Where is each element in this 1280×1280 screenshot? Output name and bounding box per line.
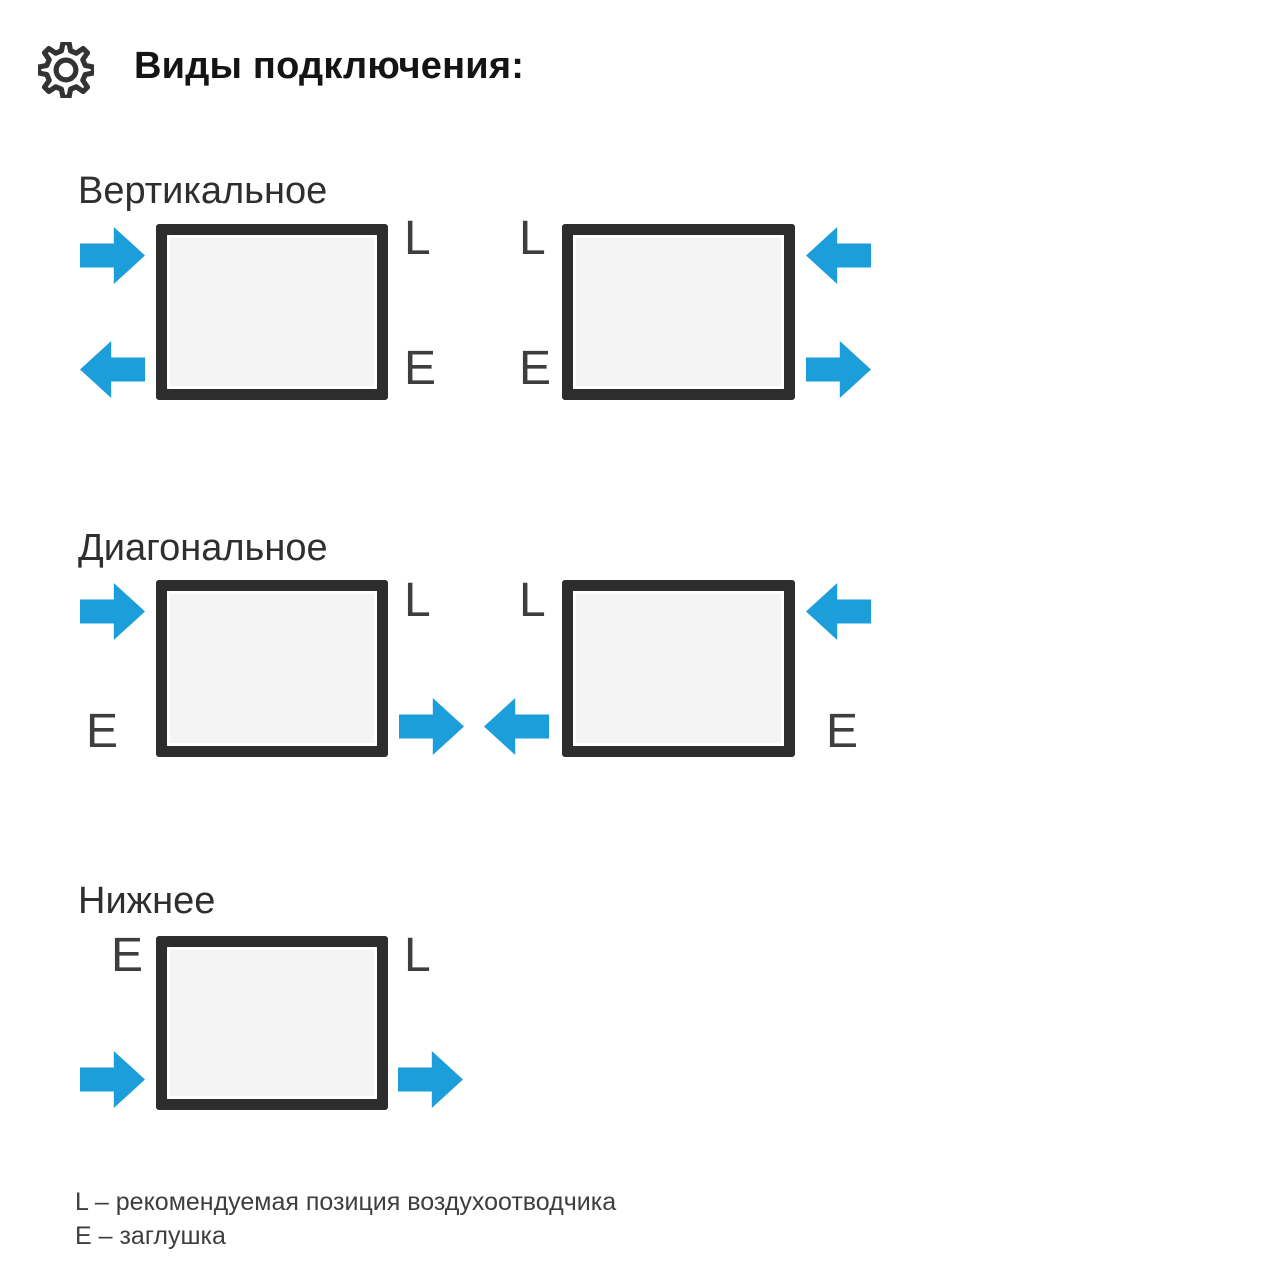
section-title-bottom: Нижнее xyxy=(78,880,216,922)
section-title-vertical: Вертикальное xyxy=(78,170,328,212)
port-label-plug: E xyxy=(519,342,552,395)
flow-out-arrow-right-icon xyxy=(806,341,871,398)
flow-in-arrow-right-icon xyxy=(80,1051,145,1108)
flow-out-arrow-right-icon xyxy=(399,698,464,755)
port-label-plug: E xyxy=(404,342,437,395)
page-title: Виды подключения: xyxy=(134,45,525,87)
legend-air-vent: L – рекомендуемая позиция воздухоотводчика xyxy=(75,1188,617,1216)
radiator-box-diagonal-right xyxy=(562,580,795,757)
flow-in-arrow-left-icon xyxy=(806,227,871,284)
port-label-air-vent: L xyxy=(519,212,546,265)
port-label-air-vent: L xyxy=(404,574,431,627)
gear-icon xyxy=(38,42,94,98)
radiator-box-diagonal-left xyxy=(156,580,388,757)
flow-out-arrow-left-icon xyxy=(80,341,145,398)
port-label-air-vent: L xyxy=(404,212,431,265)
port-label-plug: E xyxy=(86,705,119,758)
port-label-air-vent: L xyxy=(404,929,431,982)
port-label-plug: E xyxy=(111,929,144,982)
section-title-diagonal: Диагональное xyxy=(78,527,328,569)
flow-out-arrow-left-icon xyxy=(484,698,549,755)
port-label-air-vent: L xyxy=(519,574,546,627)
legend-plug: E – заглушка xyxy=(75,1222,226,1250)
radiator-box-bottom xyxy=(156,936,388,1110)
flow-in-arrow-left-icon xyxy=(806,583,871,640)
radiator-box-vertical-right xyxy=(562,224,795,400)
port-label-plug: E xyxy=(826,705,859,758)
flow-in-arrow-right-icon xyxy=(80,227,145,284)
flow-in-arrow-right-icon xyxy=(80,583,145,640)
flow-out-arrow-right-icon xyxy=(398,1051,463,1108)
radiator-box-vertical-left xyxy=(156,224,388,400)
